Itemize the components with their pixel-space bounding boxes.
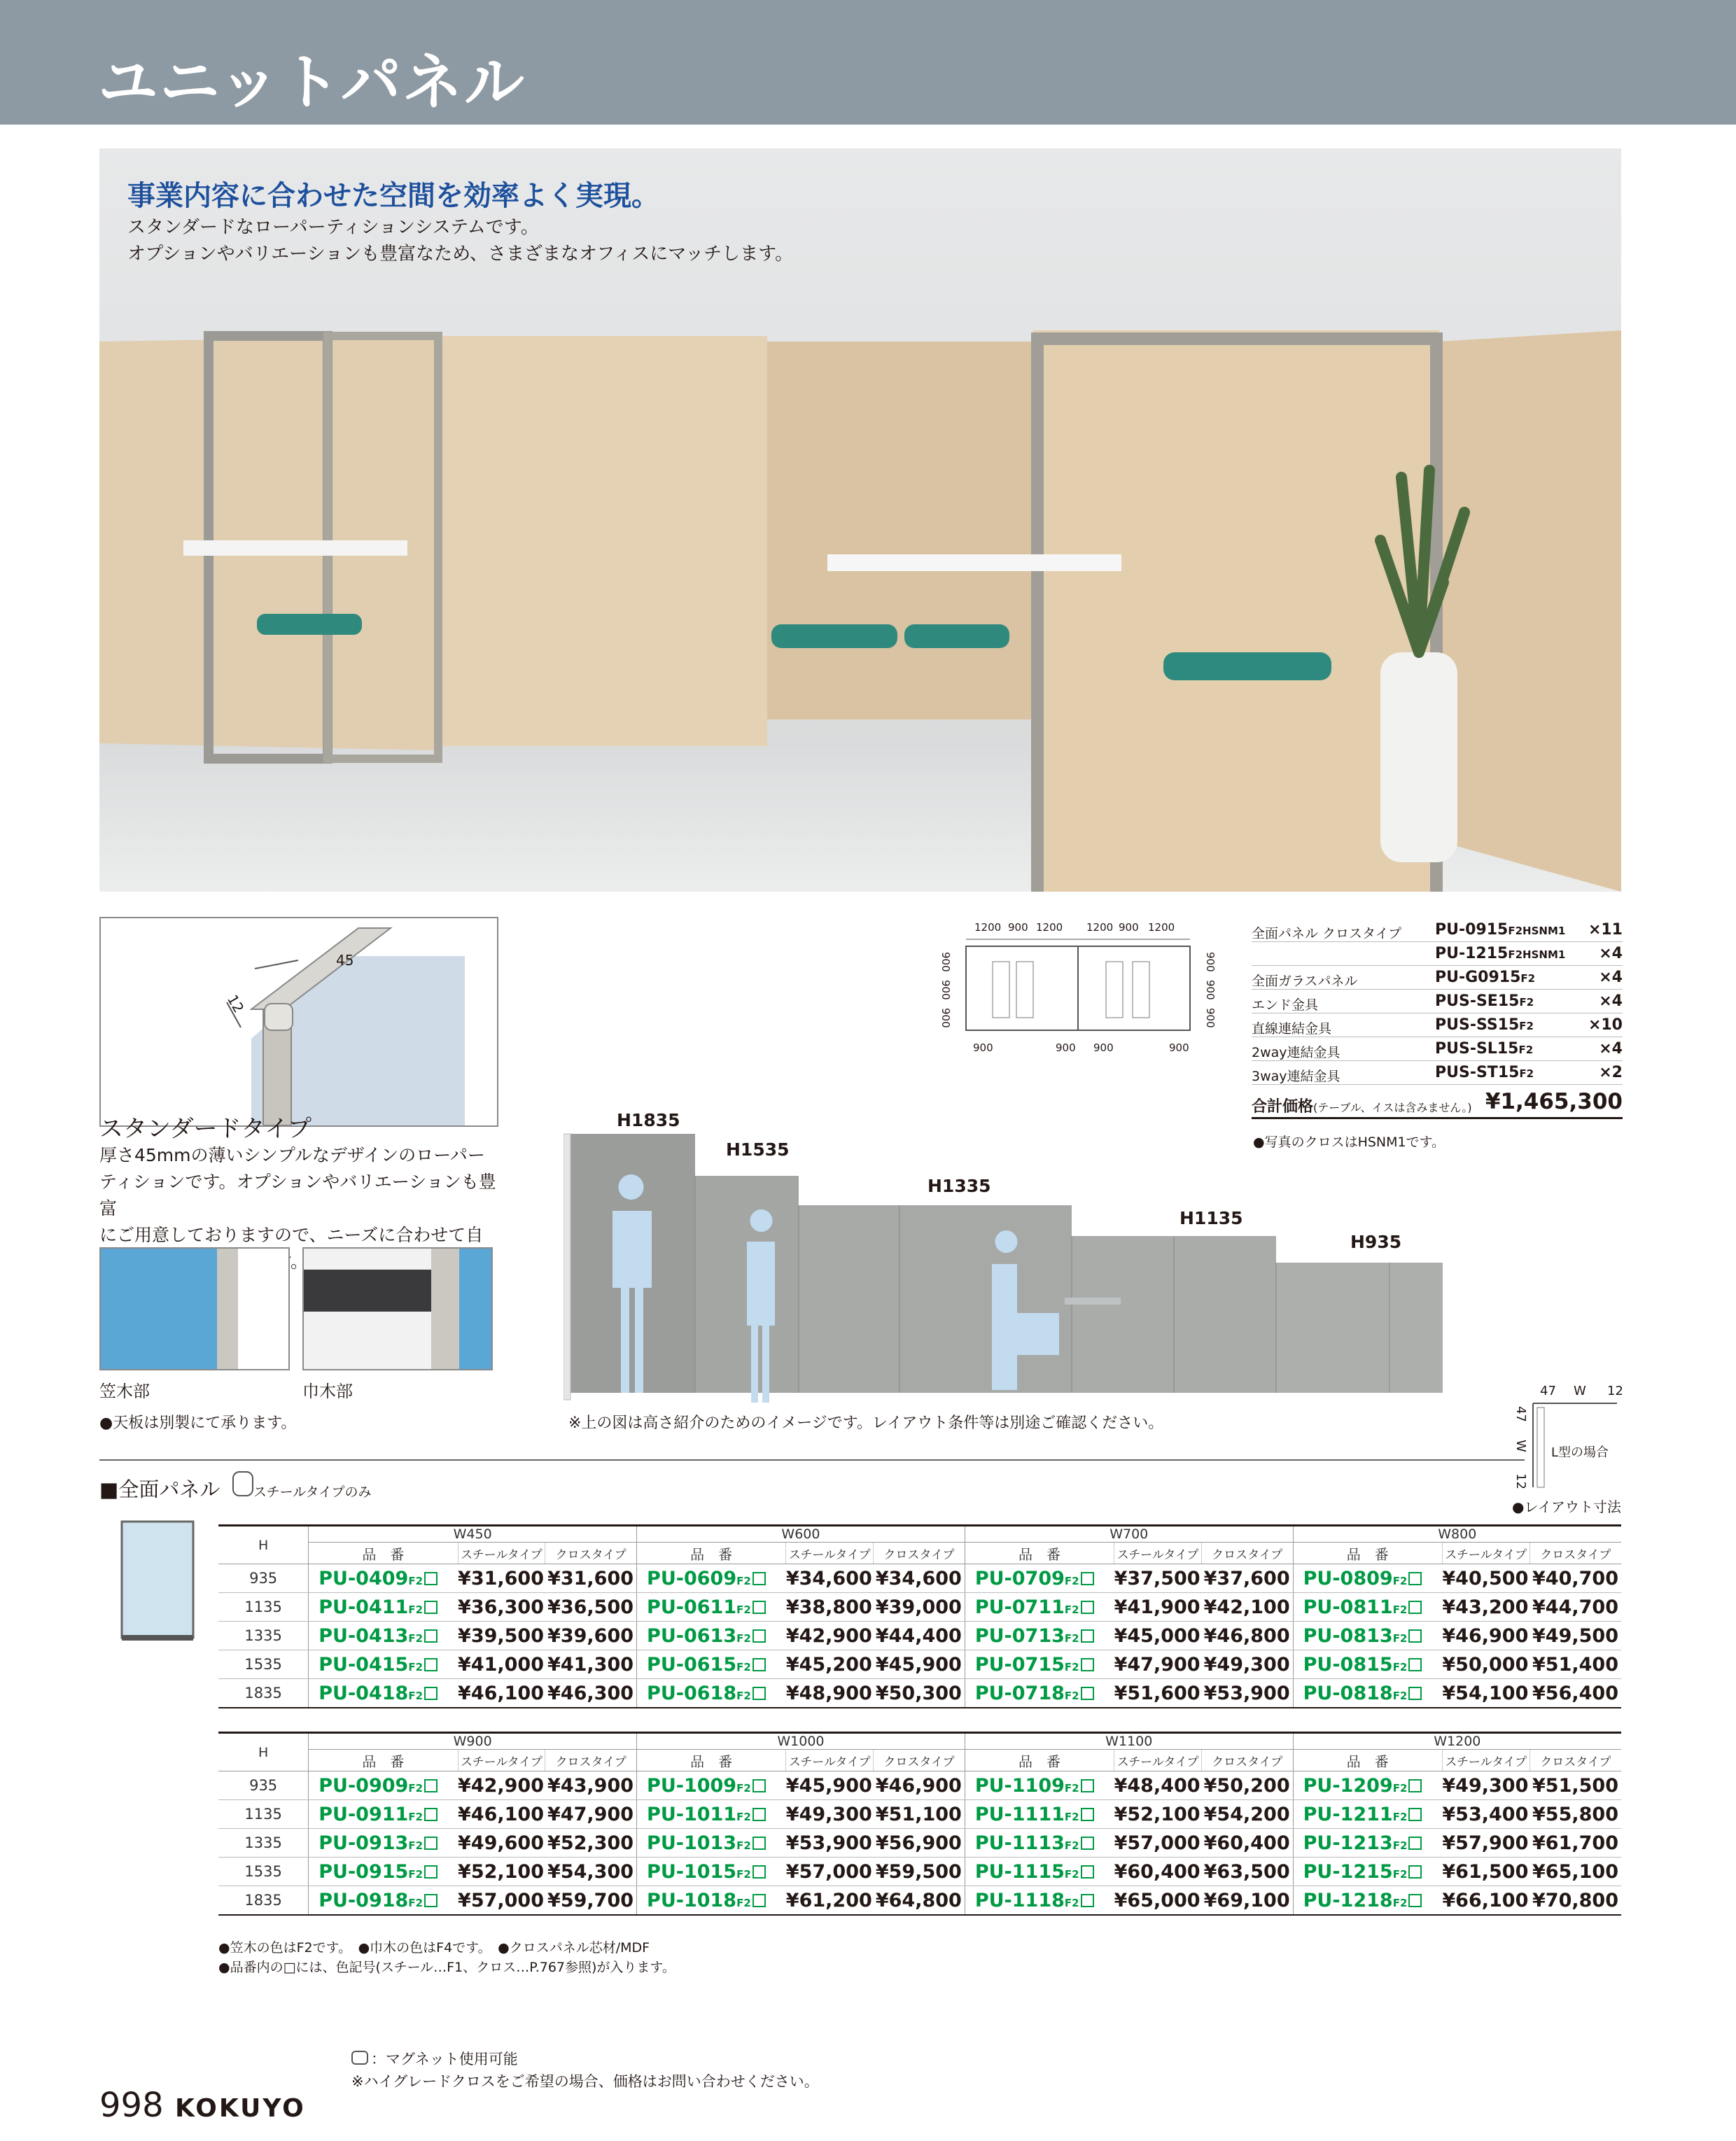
product-code: PU-0611F2 — [637, 1593, 786, 1622]
steel-price: ¥45,000 — [1114, 1622, 1202, 1650]
plan-dim: 900 — [1056, 1041, 1076, 1054]
product-code: PU-0413F2 — [309, 1622, 458, 1650]
layout-dim: 12 — [1607, 1384, 1623, 1398]
cloth-price: ¥42,100 — [1201, 1593, 1293, 1622]
cloth-header: クロスタイプ — [1530, 1543, 1621, 1564]
steel-price: ¥57,000 — [458, 1886, 545, 1916]
base-rail-detail — [302, 1247, 493, 1370]
layout-dim: W — [1574, 1384, 1586, 1398]
spec-code: PUS-SS15F2 — [1435, 1016, 1534, 1034]
width-header: W800 — [1293, 1526, 1621, 1543]
cloth-header: クロスタイプ — [545, 1543, 637, 1564]
product-code: PU-0818F2 — [1293, 1679, 1442, 1708]
spec-qty: ×4 — [1599, 945, 1623, 962]
hero-body-line: オプションやバリエーションも豊富なため、さまざまなオフィスにマッチします。 — [127, 244, 794, 265]
steel-price: ¥42,900 — [458, 1771, 545, 1800]
steel-price: ¥49,600 — [458, 1829, 545, 1858]
spec-name: 全面ガラスパネル — [1252, 974, 1358, 989]
product-code: PU-0713F2 — [965, 1622, 1114, 1650]
steel-price: ¥65,000 — [1114, 1886, 1202, 1916]
steel-price: ¥57,900 — [1442, 1829, 1530, 1858]
code-header: 品 番 — [309, 1750, 458, 1771]
height-label: H1135 — [1180, 1208, 1243, 1228]
cloth-price: ¥69,100 — [1201, 1886, 1293, 1916]
steel-price: ¥46,100 — [458, 1679, 545, 1708]
spec-row — [1252, 1061, 1623, 1085]
steel-price: ¥46,900 — [1442, 1622, 1530, 1650]
height-value: 935 — [218, 1564, 309, 1593]
cloth-price: ¥49,300 — [1201, 1650, 1293, 1679]
product-code: PU-1213F2 — [1293, 1829, 1442, 1858]
product-code: PU-0815F2 — [1293, 1650, 1442, 1679]
cloth-price: ¥65,100 — [1530, 1858, 1621, 1886]
steel-price: ¥36,300 — [458, 1593, 545, 1622]
product-code: PU-0813F2 — [1293, 1622, 1442, 1650]
height-label: H935 — [1350, 1232, 1402, 1252]
table-row — [218, 1886, 1621, 1916]
price-table — [218, 1524, 1621, 1708]
product-code: PU-0709F2 — [965, 1564, 1114, 1593]
cloth-price: ¥56,900 — [874, 1829, 965, 1858]
plan-dim: 900 — [1093, 1041, 1114, 1054]
cloth-price: ¥52,300 — [545, 1829, 637, 1858]
spec-row — [1252, 966, 1623, 990]
table-row — [218, 1650, 1621, 1679]
layout-dim: 12 — [1513, 1473, 1528, 1489]
section-title: ■全面パネル — [99, 1477, 220, 1501]
cloth-note: ●写真のクロスはHSNM1です。 — [1253, 1135, 1446, 1150]
product-code: PU-0718F2 — [965, 1679, 1114, 1708]
layout-dim: W — [1513, 1440, 1528, 1452]
product-code: PU-1113F2 — [965, 1829, 1114, 1858]
table-row — [218, 1593, 1621, 1622]
steel-header: スチールタイプ — [1114, 1750, 1202, 1771]
cloth-price: ¥51,400 — [1530, 1650, 1621, 1679]
steel-price: ¥61,200 — [786, 1886, 874, 1916]
width-header: W1100 — [965, 1733, 1293, 1750]
steel-header: スチールタイプ — [1114, 1543, 1202, 1564]
spec-code: PUS-SL15F2 — [1435, 1040, 1534, 1058]
h-header: H — [218, 1733, 309, 1771]
dimension-edge: 12 — [223, 991, 248, 1016]
plan-dim: 900 — [939, 1008, 952, 1028]
cloth-price: ¥46,800 — [1201, 1622, 1293, 1650]
width-header: W600 — [637, 1526, 965, 1543]
cloth-price: ¥55,800 — [1530, 1800, 1621, 1829]
cloth-price: ¥45,900 — [874, 1650, 965, 1679]
plan-dim: 900 — [973, 1041, 993, 1054]
product-code: PU-0409F2 — [309, 1564, 458, 1593]
steel-price: ¥49,300 — [1442, 1771, 1530, 1800]
steel-price: ¥47,900 — [1114, 1650, 1202, 1679]
magnet-icon — [232, 1471, 253, 1496]
steel-price: ¥66,100 — [1442, 1886, 1530, 1916]
product-code: PU-0711F2 — [965, 1593, 1114, 1622]
product-code: PU-1115F2 — [965, 1858, 1114, 1886]
product-code: PU-0918F2 — [309, 1886, 458, 1916]
cloth-price: ¥46,900 — [874, 1771, 965, 1800]
footer-note: ※ハイグレードクロスをご希望の場合、価格はお問い合わせください。 — [351, 2073, 819, 2090]
description-line: にご用意しておりますので、ニーズに合わせて自 — [99, 1225, 484, 1245]
l-layout-diagram — [1512, 1382, 1624, 1494]
floor-plan-diagram — [938, 918, 1232, 1058]
width-header: W700 — [965, 1526, 1293, 1543]
spec-name: 全面パネル クロスタイプ — [1252, 926, 1402, 941]
spec-row — [1252, 990, 1623, 1013]
spec-code: PUS-SE15F2 — [1435, 992, 1534, 1010]
product-code: PU-1009F2 — [637, 1771, 786, 1800]
height-value: 1535 — [218, 1858, 309, 1886]
cloth-header: クロスタイプ — [874, 1543, 965, 1564]
steel-price: ¥50,000 — [1442, 1650, 1530, 1679]
cloth-price: ¥43,900 — [545, 1771, 637, 1800]
code-header: 品 番 — [637, 1543, 786, 1564]
layout-note: ●レイアウト寸法 — [1512, 1498, 1621, 1515]
description-line: ティションです。オプションやバリエーションも豊富 — [99, 1172, 496, 1219]
spec-name: 3way連結金具 — [1252, 1069, 1340, 1084]
product-code: PU-1215F2 — [1293, 1858, 1442, 1886]
spec-code: PU-0915F2HSNM1 — [1435, 921, 1566, 939]
cloth-price: ¥39,600 — [545, 1622, 637, 1650]
product-code: PU-1209F2 — [1293, 1771, 1442, 1800]
spec-code: PUS-ST15F2 — [1435, 1064, 1534, 1081]
footnote: ●笠木の色はF2です。 ●巾木の色はF4です。 ●クロスパネル芯材/MDF — [218, 1940, 650, 1956]
product-code: PU-0418F2 — [309, 1679, 458, 1708]
product-code: PU-0715F2 — [965, 1650, 1114, 1679]
width-header: W1200 — [1293, 1733, 1621, 1750]
cloth-price: ¥37,600 — [1201, 1564, 1293, 1593]
width-header: W450 — [309, 1526, 637, 1543]
product-code: PU-0913F2 — [309, 1829, 458, 1858]
cloth-price: ¥47,900 — [545, 1800, 637, 1829]
cloth-price: ¥61,700 — [1530, 1829, 1621, 1858]
cloth-price: ¥49,500 — [1530, 1622, 1621, 1650]
steel-price: ¥41,000 — [458, 1650, 545, 1679]
product-code: PU-0615F2 — [637, 1650, 786, 1679]
product-code: PU-0609F2 — [637, 1564, 786, 1593]
steel-price: ¥53,400 — [1442, 1800, 1530, 1829]
product-code: PU-1218F2 — [1293, 1886, 1442, 1916]
steel-price: ¥51,600 — [1114, 1679, 1202, 1708]
cloth-header: クロスタイプ — [1201, 1543, 1293, 1564]
cloth-price: ¥59,500 — [874, 1858, 965, 1886]
cloth-price: ¥46,300 — [545, 1679, 637, 1708]
cloth-price: ¥63,500 — [1201, 1858, 1293, 1886]
table-row — [218, 1622, 1621, 1650]
tabletop-note: ●天板は別製にて承ります。 — [99, 1415, 297, 1432]
cloth-header: クロスタイプ — [545, 1750, 637, 1771]
table-row — [218, 1829, 1621, 1858]
cloth-price: ¥56,400 — [1530, 1679, 1621, 1708]
hero-heading: 事業内容に合わせた空間を効率よく実現。 — [127, 180, 659, 212]
table-row — [218, 1771, 1621, 1800]
steel-header: スチールタイプ — [458, 1543, 545, 1564]
table-row — [218, 1858, 1621, 1886]
cloth-price: ¥34,600 — [874, 1564, 965, 1593]
spec-row — [1252, 918, 1623, 942]
hero-photo — [99, 148, 1621, 892]
height-value: 1135 — [218, 1593, 309, 1622]
spec-qty: ×10 — [1588, 1016, 1623, 1034]
plan-dim: 900 — [1204, 980, 1217, 1000]
page-title: ユニットパネル — [98, 48, 526, 118]
plan-dim: 1200 — [1086, 921, 1114, 934]
height-label: H1535 — [726, 1139, 790, 1160]
top-rail-label: 笠木部 — [99, 1382, 150, 1401]
plan-dim: 900 — [1169, 1041, 1189, 1054]
layout-dim: 47 — [1540, 1384, 1556, 1398]
steel-price: ¥52,100 — [1114, 1800, 1202, 1829]
spec-code: PU-G0915F2 — [1435, 969, 1536, 986]
height-label: H1835 — [617, 1110, 680, 1130]
corner-detail-figure — [99, 917, 498, 1127]
product-code: PU-1015F2 — [637, 1858, 786, 1886]
product-code: PU-0618F2 — [637, 1679, 786, 1708]
footer-note: ：マグネット使用可能 — [371, 2051, 518, 2068]
cloth-price: ¥53,900 — [1201, 1679, 1293, 1708]
l-type-label: L型の場合 — [1551, 1445, 1609, 1460]
cloth-price: ¥40,700 — [1530, 1564, 1621, 1593]
price-table — [218, 1732, 1621, 1916]
hero-body-line: スタンダードなローパーティションシステムです。 — [127, 217, 539, 238]
product-code: PU-0809F2 — [1293, 1564, 1442, 1593]
height-value: 1835 — [218, 1886, 309, 1916]
product-code: PU-0915F2 — [309, 1858, 458, 1886]
h-header: H — [218, 1526, 309, 1564]
plan-dim: 1200 — [974, 921, 1002, 934]
cloth-price: ¥36,500 — [545, 1593, 637, 1622]
panel-thumbnail — [120, 1520, 196, 1642]
steel-header: スチールタイプ — [786, 1543, 874, 1564]
steel-price: ¥54,100 — [1442, 1679, 1530, 1708]
steel-price: ¥57,000 — [786, 1858, 874, 1886]
cloth-price: ¥64,800 — [874, 1886, 965, 1916]
width-header: W1000 — [637, 1733, 965, 1750]
steel-price: ¥61,500 — [1442, 1858, 1530, 1886]
steel-price: ¥43,200 — [1442, 1593, 1530, 1622]
cloth-price: ¥54,300 — [545, 1858, 637, 1886]
cloth-price: ¥44,400 — [874, 1622, 965, 1650]
spec-qty: ×4 — [1599, 969, 1623, 986]
steel-price: ¥37,500 — [1114, 1564, 1202, 1593]
spec-row — [1252, 1037, 1623, 1061]
code-header: 品 番 — [637, 1750, 786, 1771]
top-rail-detail — [99, 1247, 290, 1370]
footnote: ●品番内の□には、色記号(スチール…F1、クロス…P.767参照)が入ります。 — [218, 1960, 676, 1975]
steel-header: スチールタイプ — [1442, 1543, 1530, 1564]
code-header: 品 番 — [1293, 1543, 1442, 1564]
height-diagram-note: ※上の図は高さ紹介のためのイメージです。レイアウト条件等は別途ご確認ください。 — [568, 1415, 1164, 1432]
plan-dim: 900 — [1119, 921, 1139, 934]
steel-price: ¥40,500 — [1442, 1564, 1530, 1593]
layout-dim: 47 — [1513, 1406, 1528, 1422]
spec-name: 直線連結金具 — [1252, 1021, 1332, 1037]
table-row — [218, 1679, 1621, 1708]
product-code: PU-1211F2 — [1293, 1800, 1442, 1829]
spec-name: エンド金具 — [1252, 997, 1319, 1013]
table-row — [218, 1564, 1621, 1593]
product-code: PU-0909F2 — [309, 1771, 458, 1800]
code-header: 品 番 — [1293, 1750, 1442, 1771]
product-code: PU-1011F2 — [637, 1800, 786, 1829]
steel-header: スチールタイプ — [1442, 1750, 1530, 1771]
steel-price: ¥48,400 — [1114, 1771, 1202, 1800]
standard-type-title: スタンダードタイプ — [99, 1115, 312, 1143]
cloth-header: クロスタイプ — [874, 1750, 965, 1771]
plan-dim: 1200 — [1148, 921, 1175, 934]
cloth-price: ¥44,700 — [1530, 1593, 1621, 1622]
spec-qty: ×11 — [1588, 921, 1623, 939]
code-header: 品 番 — [309, 1543, 458, 1564]
dimension-thickness: 45 — [336, 952, 354, 969]
cloth-price: ¥31,600 — [545, 1564, 637, 1593]
product-code: PU-0911F2 — [309, 1800, 458, 1829]
spec-row — [1252, 942, 1623, 966]
height-value: 1335 — [218, 1622, 309, 1650]
cloth-price: ¥39,000 — [874, 1593, 965, 1622]
height-value: 1135 — [218, 1800, 309, 1829]
product-code: PU-1013F2 — [637, 1829, 786, 1858]
spec-qty: ×4 — [1599, 1040, 1623, 1058]
spec-code: PU-1215F2HSNM1 — [1435, 945, 1566, 962]
magnet-icon — [351, 2051, 368, 2065]
plan-dim: 900 — [1008, 921, 1028, 934]
cloth-header: クロスタイプ — [1201, 1750, 1293, 1771]
steel-price: ¥60,400 — [1114, 1858, 1202, 1886]
height-value: 1335 — [218, 1829, 309, 1858]
brand-logo: KOKUYO — [175, 2094, 306, 2123]
section-divider — [99, 1459, 1525, 1461]
steel-price: ¥52,100 — [458, 1858, 545, 1886]
plan-dim: 1200 — [1036, 921, 1063, 934]
cloth-price: ¥51,100 — [874, 1800, 965, 1829]
steel-price: ¥46,100 — [458, 1800, 545, 1829]
table-row — [218, 1800, 1621, 1829]
height-value: 935 — [218, 1771, 309, 1800]
steel-header: スチールタイプ — [786, 1750, 874, 1771]
cloth-price: ¥50,200 — [1201, 1771, 1293, 1800]
cloth-price: ¥60,400 — [1201, 1829, 1293, 1858]
steel-price: ¥39,500 — [458, 1622, 545, 1650]
plan-dim: 900 — [939, 980, 952, 1000]
steel-price: ¥45,200 — [786, 1650, 874, 1679]
description-line: 厚さ45mmの薄いシンプルなデザインのローパー — [99, 1145, 485, 1165]
product-code: PU-0411F2 — [309, 1593, 458, 1622]
code-header: 品 番 — [965, 1543, 1114, 1564]
cloth-header: クロスタイプ — [1530, 1750, 1621, 1771]
spec-list — [1252, 918, 1623, 1119]
product-code: PU-1111F2 — [965, 1800, 1114, 1829]
base-rail-label: 巾木部 — [302, 1382, 353, 1401]
product-code: PU-1118F2 — [965, 1886, 1114, 1916]
cloth-price: ¥54,200 — [1201, 1800, 1293, 1829]
product-code: PU-0811F2 — [1293, 1593, 1442, 1622]
cloth-price: ¥51,500 — [1530, 1771, 1621, 1800]
height-label: H1335 — [927, 1176, 991, 1196]
page-number: 998 — [99, 2086, 164, 2125]
page-header — [0, 0, 1736, 125]
cloth-price: ¥59,700 — [545, 1886, 637, 1916]
steel-price: ¥34,600 — [786, 1564, 874, 1593]
steel-header: スチールタイプ — [458, 1750, 545, 1771]
spec-row — [1252, 1013, 1623, 1037]
product-code: PU-1109F2 — [965, 1771, 1114, 1800]
steel-price: ¥45,900 — [786, 1771, 874, 1800]
steel-price: ¥48,900 — [786, 1679, 874, 1708]
cloth-price: ¥50,300 — [874, 1679, 965, 1708]
width-header: W900 — [309, 1733, 637, 1750]
code-header: 品 番 — [965, 1750, 1114, 1771]
plan-dim: 900 — [1204, 952, 1217, 972]
product-code: PU-1018F2 — [637, 1886, 786, 1916]
steel-price: ¥31,600 — [458, 1564, 545, 1593]
height-value: 1535 — [218, 1650, 309, 1679]
spec-qty: ×4 — [1599, 992, 1623, 1010]
product-code: PU-0613F2 — [637, 1622, 786, 1650]
plan-dim: 900 — [939, 952, 952, 972]
total-label: 合計価格(テーブル、イスは含みません。) — [1252, 1098, 1472, 1116]
height-value: 1835 — [218, 1679, 309, 1708]
steel-price: ¥38,800 — [786, 1593, 874, 1622]
steel-price: ¥49,300 — [786, 1800, 874, 1829]
spec-qty: ×2 — [1599, 1064, 1623, 1081]
height-diagram — [564, 1106, 1452, 1407]
plan-dim: 900 — [1204, 1008, 1217, 1028]
steel-price: ¥41,900 — [1114, 1593, 1202, 1622]
steel-price: ¥53,900 — [786, 1829, 874, 1858]
section-subtitle: スチールタイプのみ — [253, 1484, 372, 1500]
cloth-price: ¥70,800 — [1530, 1886, 1621, 1916]
total-price: ¥1,465,300 — [1485, 1089, 1623, 1114]
spec-name: 2way連結金具 — [1252, 1045, 1340, 1060]
product-code: PU-0415F2 — [309, 1650, 458, 1679]
steel-price: ¥42,900 — [786, 1622, 874, 1650]
steel-price: ¥57,000 — [1114, 1829, 1202, 1858]
cloth-price: ¥41,300 — [545, 1650, 637, 1679]
